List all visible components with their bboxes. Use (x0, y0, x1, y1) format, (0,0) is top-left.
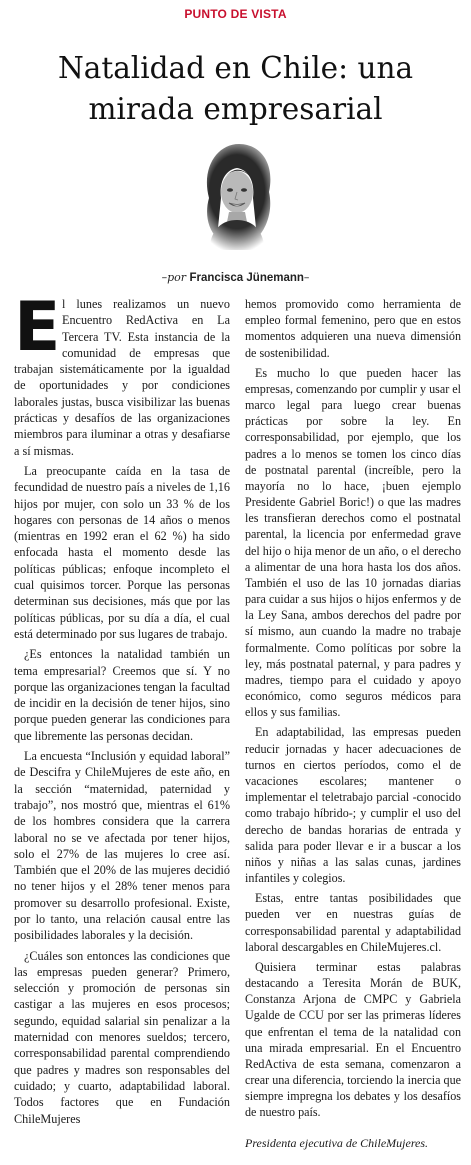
article-column-right (245, 296, 461, 1155)
paragraph: Quisiera terminar estas palabras destacando a Teresita Morán de BUK, Constanza Arjona de CMPC y Gabriela Ugalde de CCU por ser las primeras líderes que enfrentan el tema de la natalidad con una mirada empresarial. En el Encuentro RedActiva de esta semana, comenzaron a crear una diferencia, torciendo la inercia que siempre impregna los debates y los desafíos de nuestro país. (245, 959, 461, 1120)
paragraph: l lunes realizamos un nuevo Encuentro RedActiva en La Tercera TV. Esta instancia de la comunidad de empresas que trabajan sistemáticamente por la igualdad de oportunidades y por condiciones laborales justas, busca visibilizar las buenas prácticas y desafíos de las organizaciones miembros para iluminar a otras y desafiarse a sí mismas. (14, 297, 230, 458)
paragraph: Es mucho lo que pueden hacer las empresas, comenzando por cumplir y usar el marco legal para luego crear buenas prácticas por sobre la ley. En corresponsabilidad, por ejemplo, que los padres a lo menos se tomen los cinco días de postnatal parental (increíble, pero la mayoría no lo hace, ¡buen ejemplo Presidente Gabriel Boric!) o que las madres les transfieran derechos como el postnatal parental, la licencia por enfermedad grave del hijo o hija menor de un año, o el derecho a alimentar de una hora hasta los dos años. También el uso de las 10 jornadas diarias para cuidar a sus hijos o hijos enfermos y de la Ley Sana, ambos derechos del padre por sí mismo, aun cuando la madre no trabaje formalmente. Como políticas por sobre la ley, más postnatal paternal, y para padres y madres, tiempo para el cuidado y apoyo económico, como seguros médicos para ellos y sus familias. (245, 365, 461, 720)
paragraph: Estas, entre tantas posibilidades que pueden ver en nuestras guías de corresponsabilidad parental y adaptabilidad laboral descargables en ChileMujeres.cl. (245, 891, 461, 954)
section-label: PUNTO DE VISTA (184, 7, 287, 21)
paragraph: La encuesta “Inclusión y equidad laboral” de Descifra y ChileMujeres de este año, en la sección “maternidad, paternidad y trabajo”, nos mostró que, mientras el 61% de los hombres considera que la carrera laboral no se ve afectada por tener hijos, solo el 27% de las mujeres lo cree así. También que el 20% de las mujeres decidió no tener hijos y el 28% tener menos para promover su desarrollo profesional. Existe, por lo tanto, una relación causal entre las posibilidades laborales y la decisión. (14, 749, 230, 943)
byline-suffix: – (303, 271, 310, 284)
paragraph: ¿Es entonces la natalidad también un tema empresarial? Creemos que sí. Y no porque las organizaciones tengan la facultad de incidir en la decisión de tener hijos, sino porque pueden generar las condiciones para que libremente las personas decidan. (14, 647, 231, 743)
paragraph: En adaptabilidad, las empresas pueden reducir jornadas y hacer adecuaciones de turnos en ciertos períodos, como el de vacaciones escolares; mantener o implementar el teletrabajo parcial -conocido como trabajo híbrido-; y cumplir el uso del derecho de bandas horarias de entrada y salida para poder llevar e ir a buscar a los niños y niñas a las salas cunas, jardines infantiles y colegios. (245, 725, 461, 886)
paragraph: ¿Cuáles son entonces las condiciones que las empresas pueden generar? Primero, selección y promoción de personas sin castigar a las mujeres en esos procesos; segundo, equidad salarial sin penalizar a la maternidad con menores sueldos; tercero, corresponsabilidad parental comprendiendo que padres y madres son responsables del cuidado; y cuarto, adaptabilidad laboral. Todos factores que en Fundación ChileMujeres (14, 948, 230, 1126)
byline (0, 271, 471, 284)
paragraph: La preocupante caída en la tasa de fecundidad de nuestro país a niveles de 1,16 hijos por mujer, con solo un 33 % de los hogares con personas de 14 años o menos (mientras en 1992 eran el 62 %) ha sido enfocada hasta el momento desde las políticas públicas; enfoque incompleto el cual quisimos torcer. Porque las personas determinan sus decisiones, más que por las políticas públicas, por su día a día, el cual está determinado por sus lugares de trabajo. (14, 463, 230, 641)
author-name: Francisca Jünemann (189, 272, 304, 284)
headline: Natalidad en Chile: una mirada empresarial (57, 51, 414, 126)
article-column-left (14, 288, 231, 1131)
byline-prefix: –por (161, 271, 190, 284)
author-signature: Presidenta ejecutiva de ChileMujeres. (245, 1135, 429, 1150)
paragraph: hemos promovido como herramienta de empleo formal femenino, pero que en estos momentos adquieren una nueva dimensión de sostenibilidad. (245, 297, 461, 360)
drop-cap: E (14, 288, 61, 367)
author-portrait-icon (195, 138, 279, 250)
